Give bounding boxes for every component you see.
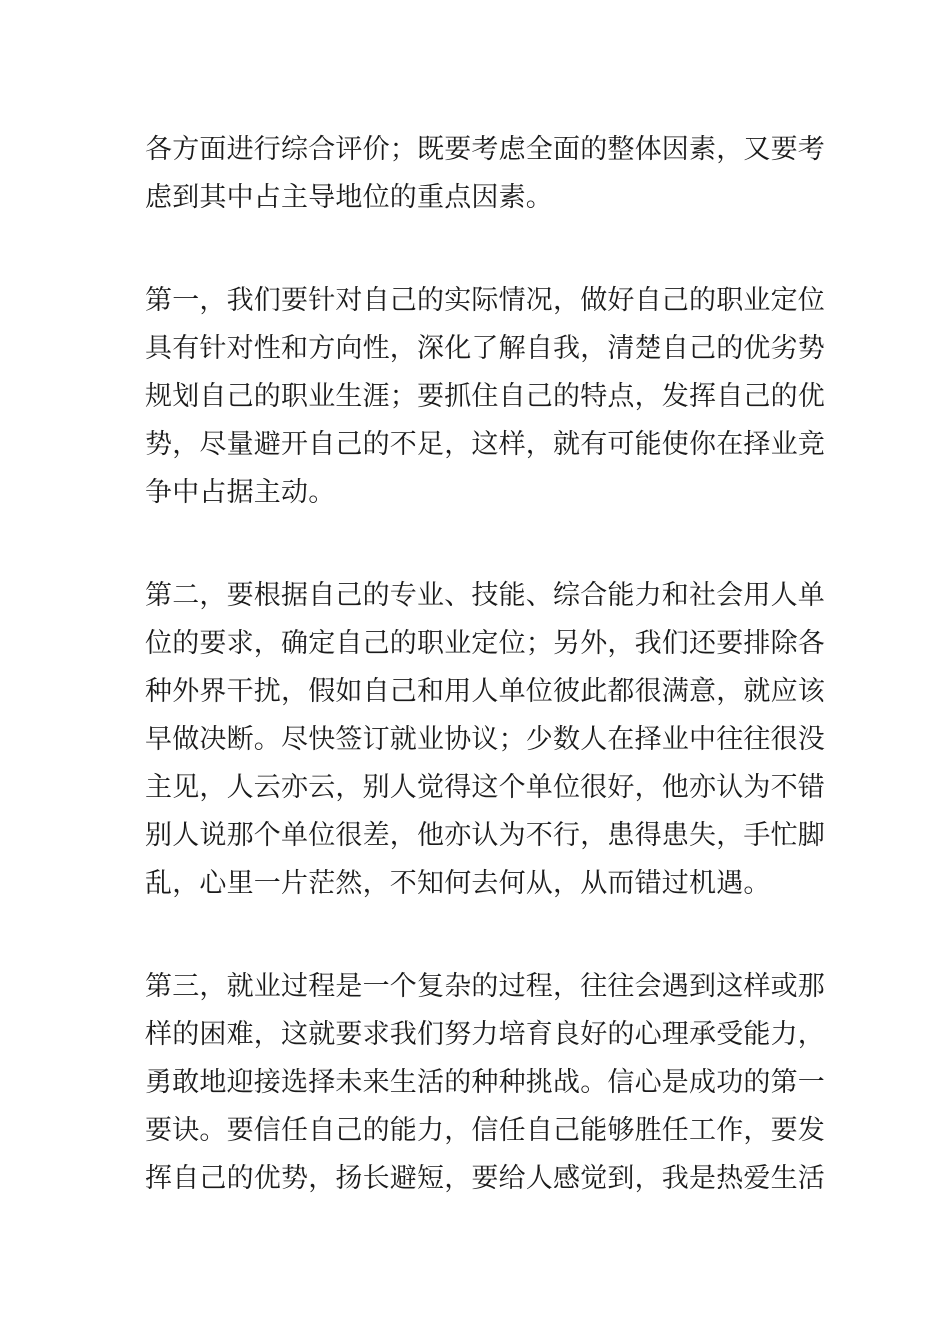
paragraph-line: 早做决断。尽快签订就业协议；少数人在择业中往往很没 xyxy=(145,724,825,755)
paragraph-line: 争中占据主动。 xyxy=(145,477,336,508)
paragraph-line: 势，尽量避开自己的不足，这样，就有可能使你在择业竞 xyxy=(145,429,825,460)
paragraph-line: 勇敢地迎接选择未来生活的种种挑战。信心是成功的第一 xyxy=(145,1067,825,1098)
paragraph-line: 虑到其中占主导地位的重点因素。 xyxy=(145,182,553,213)
paragraph-line: 主见，人云亦云，别人觉得这个单位很好，他亦认为不错 xyxy=(145,772,825,803)
paragraph-line: 样的困难，这就要求我们努力培育良好的心理承受能力， xyxy=(145,1019,825,1050)
paragraph-line: 种外界干扰，假如自己和用人单位彼此都很满意，就应该 xyxy=(145,676,825,707)
paragraph-line: 挥自己的优势，扬长避短，要给人感觉到，我是热爱生活 xyxy=(145,1163,825,1194)
paragraph-line: 第三，就业过程是一个复杂的过程，往往会遇到这样或那 xyxy=(145,971,825,1002)
paragraph-line: 别人说那个单位很差，他亦认为不行，患得患失，手忙脚 xyxy=(145,820,825,851)
paragraph-line: 第二，要根据自己的专业、技能、综合能力和社会用人单 xyxy=(145,580,825,611)
paragraph-line: 具有针对性和方向性，深化了解自我，清楚自己的优劣势 xyxy=(145,333,825,364)
paragraph-line: 第一，我们要针对自己的实际情况，做好自己的职业定位 xyxy=(145,285,825,316)
paragraph-line: 规划自己的职业生涯；要抓住自己的特点，发挥自己的优 xyxy=(145,381,825,412)
paragraph-line: 各方面进行综合评价；既要考虑全面的整体因素，又要考 xyxy=(145,134,825,165)
paragraph-line: 乱，心里一片茫然，不知何去何从，从而错过机遇。 xyxy=(145,868,771,899)
paragraph-line: 位的要求，确定自己的职业定位；另外，我们还要排除各 xyxy=(145,628,825,659)
paragraph-line: 要诀。要信任自己的能力，信任自己能够胜任工作，要发 xyxy=(145,1115,825,1146)
